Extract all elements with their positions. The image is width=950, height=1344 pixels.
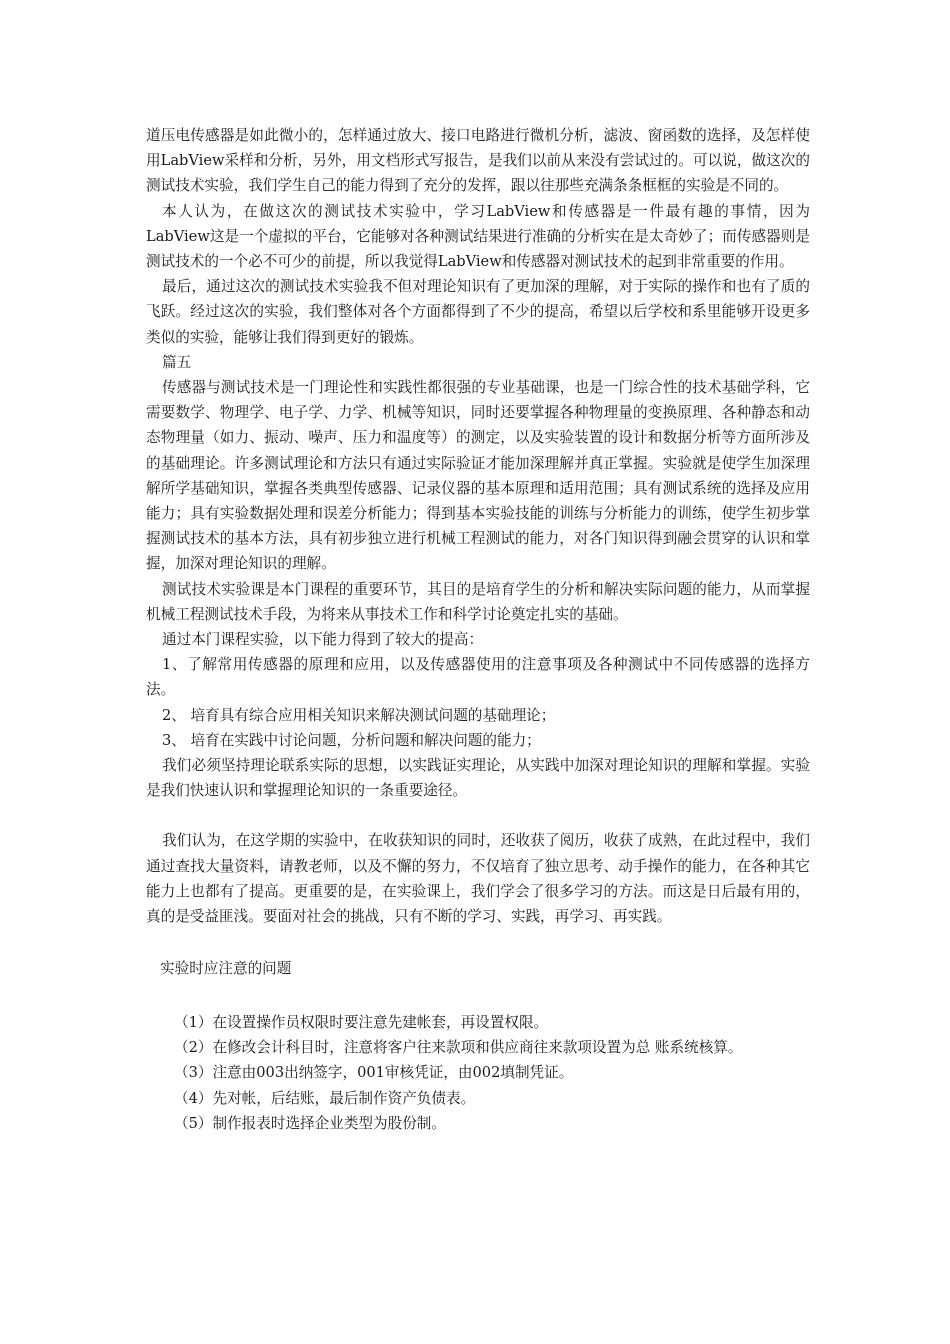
- spacer: [146, 982, 810, 1010]
- paragraph-5: 测试技术实验课是本门课程的重要环节，其目的是培育学生的分析和解决实际问题的能力，从而掌握机械工程测试技术手段，为将来从事技术工作和科学讨论奠定扎实的基础。: [146, 580, 810, 623]
- paragraph-3: 最后，通过这次的测试技术实验我不但对理论知识有了更加深的理解，对于实际的操作和也有了质的飞跃。经过这次的实验，我们整体对各个方面都得到了不少的提高，希望以后学校和系里能够开设更多类似的实验，能够让我们得到更好的锻炼。: [146, 278, 810, 346]
- paragraph-8: 2、 培育具有综合应用相关知识来解决测试问题的基础理论；: [162, 706, 556, 724]
- spacer: [146, 929, 810, 954]
- list-item: （5）制作报表时选择企业类型为股份制。: [174, 1115, 446, 1133]
- paragraph-7: 1、了解常用传感器的原理和应用，以及传感器使用的注意事项及各种测试中不同传感器的选择方法。: [146, 656, 810, 699]
- spacer: [146, 803, 810, 828]
- notes-title: 实验时应注意的问题: [160, 960, 292, 978]
- list-item: （1）在设置操作员权限时要注意先建帐套，再设置权限。: [174, 1013, 549, 1031]
- document-body: [146, 123, 810, 1137]
- list-item: （2）在修改会计科目时，注意将客户往来款项和供应商往来款项设置为总 账系统核算。: [174, 1038, 743, 1056]
- paragraph-2: 本人认为，在做这次的测试技术实验中，学习LabView和传感器是一件最有趣的事情，因为LabView这是一个虚拟的平台，它能够对各种测试结果进行准确的分析实在是太奇妙了；而传感器则是测试技术的一个必不可少的前提，所以我觉得LabView和传感器对测试技术的起到非常重要的作用。: [146, 202, 810, 271]
- list-item: （4）先对帐，后结账，最后制作资产负债表。: [174, 1089, 476, 1107]
- section-title: 篇五: [162, 353, 192, 371]
- notes-list: [146, 1010, 810, 1137]
- list-item: （3）注意由003出纳签字，001审核凭证，由002填制凭证。: [174, 1064, 574, 1082]
- paragraph-11: 我们认为，在这学期的实验中，在收获知识的同时，还收获了阅历，收获了成熟，在此过程中，我们通过查找大量资料，请教老师，以及不懈的努力，不仅培育了独立思考、动手操作的能力，在各种其它能力上也都有了提高。更重要的是，在实验课上，我们学会了很多学习的方法。而这是日后最有用的，真的是受益匪浅。要面对社会的挑战，只有不断的学习、实践，再学习、再实践。: [146, 832, 810, 926]
- paragraph-4: 传感器与测试技术是一门理论性和实践性都很强的专业基础课，也是一门综合性的技术基础学科，它需要数学、物理学、电子学、力学、机械等知识，同时还要掌握各种物理量的变换原理、各种静态和动态物理量（如力、振动、噪声、压力和温度等）的测定，以及实验装置的设计和数据分析等方面所涉及的基础理论。许多测试理论和方法只有通过实际验证才能加深理解并真正掌握。实验就是使学生加深理解所学基础知识，掌握各类典型传感器、记录仪器的基本原理和适用范围；具有测试系统的选择及应用能力；具有实验数据处理和误差分析能力；得到基本实验技能的训练与分析能力的训练，使学生初步掌握测试技术的基本方法，具有初步独立进行机械工程测试的能力，对各门知识得到融会贯穿的认识和掌握，加深对理论知识的理解。: [146, 379, 810, 573]
- paragraph-6: 通过本门课程实验，以下能力得到了较大的提高：: [162, 631, 484, 649]
- paragraph-9: 3、 培育在实践中讨论问题，分析问题和解决问题的能力；: [162, 731, 541, 749]
- paragraph-10: 我们必须坚持理论联系实际的思想，以实践证实理论，从实践中加深对理论知识的理解和掌握。实验是我们快速认识和掌握理论知识的一条重要途径。: [146, 757, 810, 800]
- paragraph-1: 道压电传感器是如此微小的，怎样通过放大、接口电路进行微机分析，滤波、窗函数的选择，及怎样使用LabView采样和分析，另外，用文档形式写报告，是我们以前从来没有尝试过的。可以说，做这次的测试技术实验，我们学生自己的能力得到了充分的发挥，跟以往那些充满条条框框的实验是不同的。: [146, 127, 810, 195]
